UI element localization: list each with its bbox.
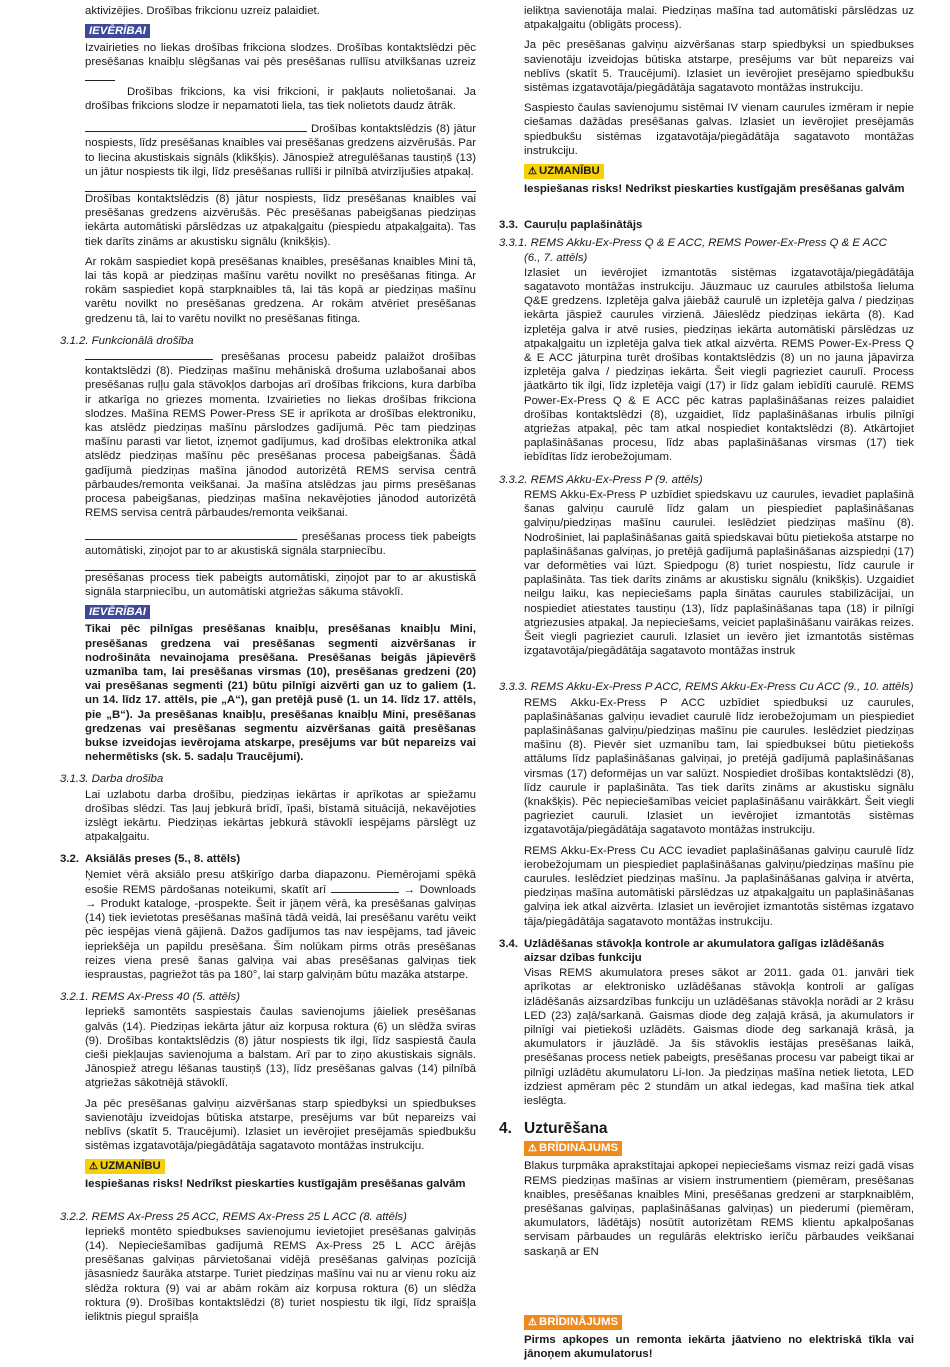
section-heading: 3.3.3. REMS Akku-Ex-Press P ACC, REMS Akku-Ex-Press Cu ACC (9., 10. attēls) — [499, 681, 914, 694]
subsection-title-cont: (6., 7. attēls) — [524, 251, 588, 264]
paragraph — [85, 41, 476, 113]
section-number: 3.2. — [60, 853, 79, 866]
section-number: 3.3. — [499, 219, 518, 232]
chapter-heading — [499, 1122, 914, 1136]
paragraph: Ja pēc presēšanas galviņu aizvēršanas starp spiedbyksi un spiedbukses savienotāju izveidojas būtiska atstarpe, presējums var būt nepareizs vai neblīvs (skatīt 5. Traucējumi). Izlasiet un ievērojiet presējamās spiedbukšu sistēmas izgatavotāja/piegādātāja sagatavoto montāžas instrukciju. — [85, 1097, 476, 1153]
paragraph-text: presēšanas procesu pabeidz palaižot drošības — [221, 351, 477, 364]
paragraph: Pirms apkopes un remonta iekārta jāatvieno no elektriskā tīkla vai jānoņem akumulatorus! — [524, 1333, 914, 1361]
section-heading: 3.1.3. Darba drošība — [60, 773, 164, 786]
paragraph: Lai uzlabotu darba drošību, piedziņas iekārtas ir aprīkotas ar spiežamu drošības slēdzi. Tas ļauj jebkurā brīdī, īpaši, bīstamā situācijā, nekavējoties izslēgt iekārtu. Piedziņas iekārtas jebkurā stāvoklī iespējams pārslēgt uz atpakaļgaitu. — [85, 788, 476, 844]
paragraph-text: Drošības frikcions, ka visi frikcioni, ir pakļauts nolietošanai. Ja drošības frikcions slodze ir nepamatoti liela, tas tiek nolietots daudz ātrāk. — [85, 85, 476, 113]
warning-icon: ⚠ — [528, 166, 537, 178]
paragraph: Iespiešanas risks! Nedrīkst pieskarties kustīgajām presēšanas galvām — [524, 183, 905, 196]
subsection-title: 3.3.1. REMS Akku-Ex-Press Q & E ACC, REMS Power-Ex-Press Q & E ACC — [499, 237, 887, 250]
section-number: 3.4. — [499, 937, 518, 950]
paragraph-text: nospiests, līdz presēšanas knaibles vai presēšanas gredzens aizvērušās. Par to liecina akustiskais signāls (klikšķis). Jānospiež atregulēšanas taustiņš (13) un jātur nospiests tik ilgi, līdz presēšanas rullīši ir pilnībā atvirzījušies atpakaļ. — [85, 137, 476, 178]
section-title: Uzlādēšanas stāvokļa kontrole ar akumulatora galīgas izlādēšanās aizsar dzības funkciju — [524, 937, 885, 964]
paragraph-text: Ņemiet vērā aksiālo presu atšķirīgo darba diapazonu. Piemērojami spēkā esošie REMS pārdošanas noteikumi, skatīt arī — [85, 868, 476, 896]
warning-label: BRĪDINĀJUMS — [538, 1142, 619, 1155]
section-heading: 3.1.2. Funkcionālā drošība — [60, 334, 194, 347]
paragraph: Blakus turpmāka aprakstītajai apkopei nepieciešams vismaz reizi gadā visas REMS piedziņas mašīnas ar visiem instrumentiem (piemēram, presēšanas knaibles, presēšanas knaibles Mini, presēšanas gredzeni ar starpknaiblēm, presēšanas galviņas, paplašināšanas galviņas) un piederumi (piemēram, akumulators, lādētājs) nosūtīt autorizētam REMS klientu apkalpošanas servisam pārbaudes un regulārās elektrisko ierīču pārbaudes veikšanai saskaņā ar EN — [524, 1160, 914, 1258]
paragraph: Iepriekš montēto spiedbukses savienojumu ievietojiet presēšanas galviņās (14). Nepieciešamības gadījumā REMS Ax-Press 25 L ACC ārējās presēšanas galviņas pārvietošanai vidējā presēšanas galviņas pozīcijā jāsasniedz šaurāka atstarpe. Turiet piedziņas mašīnu vai nu ar vienu roku aiz slēdža roktura (9) vai ar abām rokām aiz korpusa roktura (6) un slēdža roktura (9). Drošības kontaktslēdzi (8) turiet nospiestu tik ilgi, līdz spraišļa ieliktnis piegul spraišļa — [85, 1225, 476, 1324]
paragraph-text: → Downloads → Produkt kataloge, -prospekte. Šeit ir jāņem vērā, ka presēšanas galviņas (14) tiek ievietotas presēšanas mašīnā tādā veidā, lai presēšanu varētu veikt pēc iespējas vienā gājienā. Dažos gadījumos tas nav iespējams, tad jāveic iepriekšēja un papildu presēšana. Šim nolūkam pirms otrās presēšanas reizes viena presē šanas galviņa vai abas presēšanas galviņas tiek iespraustas, pagriežot tās pa 180°, lai starp galviņām būtu mazāka atstarpe. — [85, 883, 476, 981]
caution-label: UZMANĪBU — [99, 1160, 161, 1173]
section-title: Cauruļu paplašinātājs — [524, 219, 643, 232]
blank-line — [85, 121, 307, 132]
paragraph: Iepriekš samontēts saspiestais čaulas savienojums jāieliek presēšanas galvās (14). Piedziņas iekārta jātur aiz korpusa roktura (6) un slēdža sviras (9). Drošības kontaktslēdzis (8) jātur nospiests tik ilgi, līdz saspiestā čaula cieši piekļaujas savienojuma a balstam. Arī par to ziņo akustiskais signāls. Jānospiež atregu lēšanas taustiņš (13), līdz presēšanas galvas (14) pilnībā atgriežas sākotnējā stāvoklī. — [85, 1006, 476, 1090]
section-title: Aksiālās preses (5., 8. attēls) — [85, 853, 241, 866]
paragraph-text: Drošības kontaktslēdzis (8) jātur — [310, 123, 476, 136]
paragraph-text: automātiski, ziņojot par to ar akustiskā signāla starpniecību. — [85, 544, 386, 557]
warning-badge — [524, 1141, 622, 1156]
paragraph: REMS Akku-Ex-Press Cu ACC ievadiet paplašināšanas galviņu caurulē līdz ierobežojumam un piespiediet paplašināšanas galviņu/piedziņas mašīnu pie caurules. Ieslēdziet piedziņas mašīnu. Ja paplašināšanas galviņa ir atvērta, piedziņas mašīna automātiski pārslēdzas uz atpakaļgaitu un paplašināšanas galviņa iek atkal aizvērta. Izlasiet un ievērojiet izmantotās sistēmas izgatavo tāja/piegādātāja sagatavoto montāžas instrukciju. — [524, 844, 914, 928]
left-column — [60, 4, 476, 1330]
paragraph: aktivizējies. Drošības frikcionu uzreiz palaidiet. — [85, 5, 320, 17]
blank-line — [85, 529, 297, 540]
paragraph: Ar rokām saspiediet kopā presēšanas knaibles, presēšanas knaibles Mini tā, lai tās kopā ar piedziņas mašīnu varētu novilkt no presēšanas fitinga. Ar rokām saspiediet kopā starpknaibles tā, lai tās kopā ar piedziņas mašīnu varētu novilkt no presēšanas gredzena. Ar rokām atvēriet presēšanas gredzenu tā, lai to varētu novilkt no presēšanas fitinga. — [85, 255, 476, 325]
section-heading — [499, 937, 914, 965]
blank-line — [85, 70, 115, 81]
paragraph: ieliktņa savienotāja malai. Piedziņas mašīna tad automātiski pārslēdzas uz atpakaļgaitu (obligāts process). — [524, 5, 914, 32]
paragraph-text: Izvairieties no liekas drošības frikciona slodzes. Drošības kontaktslēdzi pēc presēšanas knaibļu slēgšanas vai pēs presēšanas rullīsu atvilkšanas uzreiz — [85, 42, 476, 69]
blank-line — [331, 882, 399, 893]
section-heading: 3.3.2. REMS Akku-Ex-Press P (9. attēls) — [499, 473, 703, 486]
warning-icon: ⚠ — [89, 1161, 98, 1173]
paragraph: presēšanas process tiek pabeigts automātiski, ziņojot par to ar akustiskā signāla starpniecību, un automātiski atgriežas sākuma stāvoklī. — [85, 571, 476, 599]
warning-label: BRĪDINĀJUMS — [538, 1315, 619, 1328]
paragraph — [85, 868, 476, 983]
paragraph: Tikai pēc pilnīgas presēšanas knaibļu, presēšanas knaibļu Mini, presēšanas gredzena vai presēšanas segmenti aizvēršanas ir nodrošināta nevainojama presēšana. Presēšanas beigās jāpievērš uzmanība tam, lai presēšanas virsmas (10), presēšanas gredzeni (20) vai presēšanas segmenti (21) būtu pilnīgi aizvērti gan uz to galiem (1. un 14. līdz 17. attēls, pie „A“), gan pretējā pusē (1. un 14. līdz 17. attēls, pie „B“). Ja presēšanas knaibļu, presēšanas knaibļu Mini, presēšanas gredzenas vai presēšanas segmentu aizvēršanas gaitā presēšanas bukse izveidojas ievērojama atskarpe, presējums var būt nepareizs vai nehermētisks (sk. 5. sadaļu Traucējumi). — [85, 623, 476, 764]
paragraph: Ja pēc presēšanas galviņu aizvēršanas starp spiedbyksi un spiedbukses savienotāju izveidojas būtiska atstarpe, presējums var būt nepareizs vai neblīvs (skatīt 5. Traucējumi). Izlasiet un ievērojiet presējamo spiedbukšu sistēmas izgatavotāja/piegādātāja sagatavoto montāžas instrukciju. — [524, 39, 914, 95]
caution-badge — [524, 164, 604, 179]
warning-icon: ⚠ — [528, 1143, 537, 1155]
chapter-title: Uzturēšana — [524, 1120, 608, 1138]
chapter-number: 4. — [499, 1120, 512, 1138]
paragraph-text: kontaktslēdzi (8). Piedziņas mašīnu mehāniskā drošuma uzlabošanai abos presēšanas ruļļu gala stāvokļos darbojas arī drošības frikcions, kura darbība ir atkarīga no griezes momenta. Izvairieties no liekas drošības frikciona slodzes. Mašīna REMS Power-Press SE ir aprīkota ar drošības elektroniku, kas atslēdz piedziņas mašīnu pārslodzes gadījumā. Pēc tam piedziņas mašīnu parasti var lietot, izņemot gadījumus, kad drošības elektronika atkal atslēdz piedziņas mašīnu pēc presēšanas procesa pabeigšanas. Šādā gadījumā piedziņas mašīna jānodod autorizētā REMS servisa centrā pārbaudes/remonta veikšanai. Ja mašīna atslēdzas jau pirms presēšanas procesa pabeigšanas, piedziņas mašīna nekavējoties jānodod autorizētā REMS servisa centrā pārbaudes/remonta veikšanai. — [85, 365, 476, 520]
notice-badge: IEVĒRĪBAI — [85, 605, 150, 619]
paragraph-text: presēšanas process tiek pabeigts — [301, 530, 476, 543]
paragraph: Visas REMS akumulatora preses sākot ar 2011. gada 01. janvāri tiek aprīkotas ar elektronisko uzlādēšanas stāvokļa kontroli ar galīgas izlādēšanās aizsardzības funkciju un uzlādēšanas stāvokļa norādi ar 2 krāsu LED (23) zaļā/sarkanā. Gaismas diode deg zaļajā krāsā, ja akumulators ir pilnīgi vai pietiekoši uzlādēts. Gaismas diode deg sarkanajā krāsā, ja akumulators ir jāuzlādē. Ja šis stāvoklis iestājas presēšanas laikā, presēšanas process netiek pabeigts, presēšanas procesu var pabeigt tikai ar pilnīgi uzlādētu akumulatoru Li-Ion. Ja piedziņas mašīna netiek lietota, LED izdziest apmēram pēc 2 stundām un atkal iedegas, kad mašīna tiek atkal ieslēgta. — [524, 967, 914, 1108]
caution-label: UZMANĪBU — [538, 165, 600, 178]
paragraph: Iespiešanas risks! Nedrīkst pieskarties kustīgajām presēšanas galvām — [85, 1178, 466, 1191]
paragraph: Izlasiet un ievērojiet izmantotās sistēmas izgatavotāja/piegādātāja sagatavoto montāžas instrukciju. Jāuzmauc uz caurules atbilstoša lieluma Q&E gredzens. Izpletēja galva jāiebāž caurulē un izpletēja galva / piedziņas iekārta jāspiež caurules virzienā. Jāieslēdz piedziņas iekārta (8). Kad izpletēja galva ir atvē rusies, piedziņas iekārta automātiski pārslēdzas uz atpakaļgaitu un izpletēja galva tiek atkal aizvērta. REMS Power-Ex-Press Q & E ACC jāturpina turēt drošības kontaktslēdzis (8) un no jauna jāpavirza izpletēja galva / piedziņas iekārta. Šeit viegli pagrieziet caurulī. Process jāatkārto tik ilgi, līdz izpletēja vaigi (17) ir līdz galam iebīdīti caurulē. REMS Power-Ex-Press Q & E ACC pēc katras paplašināšanas reizes palaidiet drošības kontaktslēdzi (8), uzgaidiet, līdz paplašināšanas irbulis pilnīgi atgriežas atpakaļ, pēc tam atkal nospiediet kontaktslēdzi (8). Atkārtojiet paplašināšanas procesu, līdz abas paplašināšanas virsmas (17) tiek iebīdītas līdz ierobežojumam. — [524, 266, 914, 464]
paragraph — [85, 529, 476, 558]
paragraph — [85, 349, 476, 520]
blank-line — [85, 349, 213, 360]
notice-badge: IEVĒRĪBAI — [85, 24, 150, 38]
section-heading — [499, 218, 914, 232]
paragraph — [85, 121, 476, 179]
right-column — [499, 4, 914, 1367]
warning-badge — [524, 1315, 622, 1330]
paragraph: Drošības kontaktslēdzis (8) jātur nospiests, līdz presēšanas knaibles vai presēšanas gredzens aizvērušās. Pēc presēšanas pabeigšanas piedziņas iekārta automātiski pārslēdzas uz atpakaļgaitu (piespiedu atpakaļgaita). Tas tiek darīts zināms ar akustisku signālu (knikšķis). — [85, 193, 476, 248]
paragraph: REMS Akku-Ex-Press P ACC uzbīdiet spiedbuksi uz caurules, paplašināšanas galviņu ievadiet caurulē līdz ierobežojumam un piespiediet paplašināšanas galviņu/piedziņas mašīnu pie caurules. Ieslēdziet piedziņas mašīnu (8). Pievēr siet uzmanību tam, lai spiedbuksei būtu pietiekošs attālums līdz paplašināšanas galviņai, jo pretējā gadījumā paplašināšanas virsmas (17) deformējas un var salūzt. Nospiediet drošības kontaktslēdzi (8), līdz caurule ir paplašināta. Tas tiek darīts zināms ar akustisku signālu (knakšķis). Pēc nepieciešamības veiciet paplašināšanu vairākkārt. Šeit viegli pagrieziet cauruli. Izlasiet un ievērojiet izmantotās sistēmas izgatavotāja/piegādātāja sagatavoto montāžas instrukciju. — [524, 696, 914, 837]
caution-badge — [85, 1159, 165, 1174]
paragraph: REMS Akku-Ex-Press P uzbīdiet spiedskavu uz caurules, ievadiet paplašinā šanas galviņu caurulē līdz galam un piespiediet paplašināšanas galviņu/piedziņas mašīnu caurulei. Ieslēdziet piedziņas mašīnu (8). Nodrošiniet, lai paplašināšanas gaitā spiedskavai būtu pietiekoša atstarpe no paplašināšanas galviņas, jo pretējā gadījumā paplašināšanas aizspiedņi (17) var deformēties vai lūzt. Spiedpogu (8) turiet nospiestu, līdz caurule ir paplašināta. Tas tiek darīts zināms ar akustisku signālu (knikšķis). Uzgaidiet neilgu laiku, kas nepieciešams papla šinātas caurules stabilizācijai, un nospiediet atiestates taustiņu (13), līdz paplašināšanas tapa (18) ir pilnīgi atgriezusies atpakaļ. Ja nepieciešams, veiciet paplašināšanu vairākas reizes. Šeit viegli pagrieziet cauruli. Izlasiet un ievēro jiet izmantotās sistēmas izgatavotāja/piegādātāja sagatavoto montāžas instruk — [524, 488, 914, 658]
section-heading — [499, 236, 914, 264]
warning-icon: ⚠ — [528, 1316, 537, 1328]
section-heading — [60, 852, 476, 866]
paragraph: Saspiesto čaulas savienojumu sistēmai IV vienam caurules izmēram ir nepie ciešamas dažādas presēšanas galvas. Izlasiet un ievērojiet presējamās spiedbukšu sistēmas izgatavotāja/piegādātāja sagatavoto montāžas instrukciju. — [524, 102, 914, 157]
section-heading: 3.2.2. REMS Ax-Press 25 ACC, REMS Ax-Press 25 L ACC (8. attēls) — [60, 1210, 407, 1223]
section-heading: 3.2.1. REMS Ax-Press 40 (5. attēls) — [60, 991, 240, 1004]
